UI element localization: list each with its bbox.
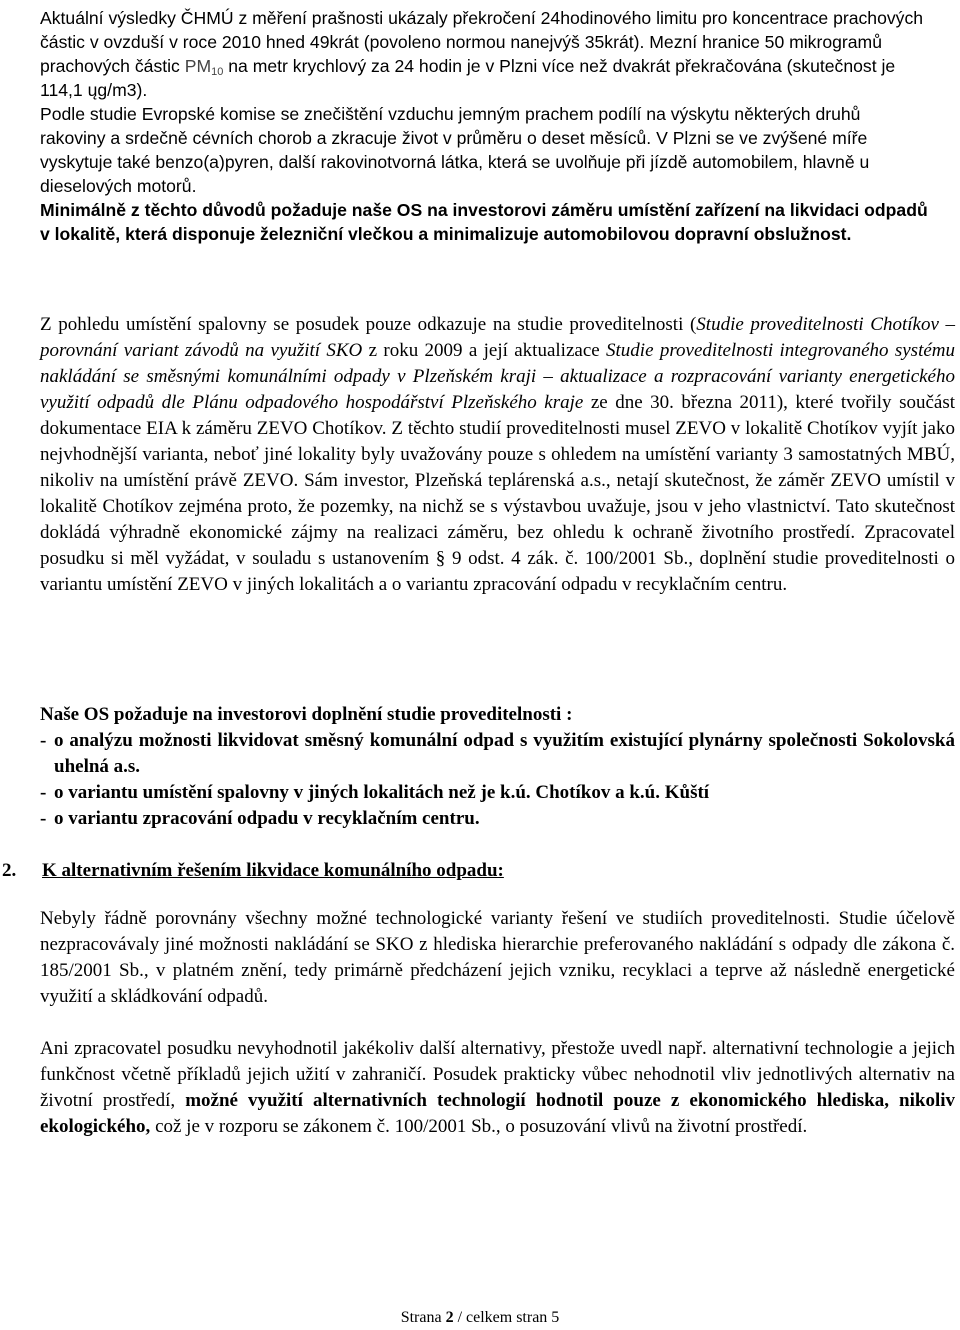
list-item-text: o variantu umístění spalovny v jiných lokalitách než je k.ú. Chotíkov a k.ú. Kůští bbox=[54, 782, 710, 803]
paragraph-feasibility-studies bbox=[40, 312, 955, 598]
alternatives-paragraph-2 bbox=[40, 1036, 955, 1140]
text-run: Ani zpracovatel posudku nevyhodnotil jakékoliv další alternativy, přestože uvedl např. alternativní technologie a jejich funkčnost včetně příkladů jejich užití v zahraničí. Posudek prakticky vůbec nehodnotil vliv jednotlivých alternativ na životní prostředí, bbox=[40, 1038, 955, 1111]
section-number: 2. bbox=[2, 860, 17, 881]
page-number: 2 bbox=[445, 1309, 454, 1326]
list-dash: - bbox=[40, 782, 47, 803]
footer-prefix: Strana bbox=[400, 1309, 446, 1326]
list-dash: - bbox=[40, 730, 47, 751]
bold-text-run: možné využití alternativních technologií hodnotil pouze z ekonomického hlediska, nikoliv ekologického, bbox=[40, 1090, 956, 1137]
text-run: ze dne 30. března 2011), které tvořily součást dokumentace EIA k záměru ZEVO Chotíkov. Z těchto studií proveditelnosti musel ZEVO v lokalitě Chotíkov vyjít jako nejvhodnější varianta, neboť jiné lokality byly uvažovány pouze s ohledem na umístění varianty 3 samostatných MBÚ, nikoliv na umístění právě ZEVO. Sám investor, Plzeňská teplárenská a.s., netají skutečnost, že záměr ZEVO umístil v lokalitě Chotíkov zejména proto, že pozemky, na nichž se s výstavbou uvažuje, jsou v jeho vlastnictví. Tato skutečnost dokládá výhradně ekonomické zájmy na realizaci záměru, bez ohledu k ochraně životního prostředí. Zpracovatel posudku si měl vyžádat, v souladu s ustanovením § 9 odst. 4 zák. č. 100/2001 Sb., doplnění studie proveditelnosti o variantu umístění ZEVO v jiných lokalitách a o variantu zpracování odpadu v recyklačním centru. bbox=[40, 392, 955, 595]
demands-section bbox=[40, 702, 955, 832]
list-item bbox=[40, 728, 955, 780]
air-quality-section bbox=[40, 6, 928, 246]
study-title-italic: Studie proveditelnosti integrovaného systému nakládání se směsnými komunálními odpady v Plzeňském kraji – aktualizace a rozpracování varianty energetického využití odpadů dle Plánu odpadového hospodářství Plzeňského kraje bbox=[40, 340, 956, 413]
paragraph-text bbox=[40, 1036, 955, 1140]
paragraph-requirement: Minimálně z těchto důvodů požaduje naše OS na investorovi záměru umístění zařízení na likvidaci odpadů v lokalitě, která disponuje železniční vlečkou a minimalizuje automobilovou dopravní obslužnost. bbox=[40, 200, 928, 244]
text-run: Z pohledu umístění spalovny se posudek pouze odkazuje na studie proveditelnosti ( bbox=[40, 314, 697, 335]
pm-subscript: 10 bbox=[211, 66, 224, 78]
text-run: na metr krychlový za 24 hodin je v Plzni více než dvakrát překračována (skutečnost je 114,1 ųg/m3). bbox=[40, 56, 896, 100]
list-dash: - bbox=[40, 808, 47, 829]
incinerator-location-section bbox=[40, 312, 955, 598]
text-run: což je v rozporu se zákonem č. 100/2001 Sb., o posuzování vlivů na životní prostředí. bbox=[150, 1116, 808, 1137]
paragraph-text: Nebyly řádně porovnány všechny možné technologické varianty řešení ve studiích proveditelnosti. Studie účelově nezpracovávaly jiné možnosti nakládání se SKO z hlediska hierarchie preferovaného nakládání s odpady dle zákona č. 185/2001 Sb., v platném znění, tedy primárně předcházení jejich vzniku, recyklaci a teprve až následně energetické využití a skládkování odpadů. bbox=[40, 908, 955, 1007]
demands-heading: Naše OS požaduje na investorovi doplnění studie proveditelnosti : bbox=[40, 704, 573, 725]
paragraph-dust-measurements bbox=[40, 6, 928, 102]
text-run: Aktuální výsledky ČHMÚ z měření prašnosti ukázaly překročení 24hodinového limitu pro koncentrace prachových částic v ovzduší v roce 2010 hned 49krát (povoleno normou nanejvýš 35krát). Mezní hranice 50 mikrogramů prachových částic bbox=[40, 8, 924, 76]
text-run: z roku 2009 a její aktualizace bbox=[362, 340, 607, 361]
list-item-text: o analýzu možnosti likvidovat směsný komunální odpad s využitím existující plynárny společnosti Sokolovská uhelná a.s. bbox=[54, 730, 955, 777]
footer-suffix: / celkem stran 5 bbox=[453, 1309, 560, 1326]
study-title-italic: Studie proveditelnosti Chotíkov – porovnání variant závodů na využití SKO bbox=[40, 314, 955, 361]
section-title: K alternativním řešením likvidace komunálního odpadu: bbox=[42, 860, 504, 881]
paragraph-eu-study: Podle studie Evropské komise se znečištění vzduchu jemným prachem podílí na výskytu některých druhů rakoviny a srdečně cévních chorob a zkracuje život v průměru o deset měsíců. V Plzni se ve zvýšené míře vyskytuje také benzo(a)pyren, další rakovinotvorná látka, která se uvolňuje při jízdě automobilem, hlavně u dieselových motorů. bbox=[40, 104, 870, 196]
list-item bbox=[40, 780, 955, 806]
pm-text: PM bbox=[184, 56, 212, 76]
pm10-label bbox=[185, 56, 224, 76]
list-item bbox=[40, 806, 955, 832]
page-footer bbox=[0, 1308, 960, 1328]
alternatives-paragraph-1 bbox=[40, 906, 955, 1010]
list-item-text: o variantu zpracování odpadu v recyklačním centru. bbox=[54, 808, 480, 829]
